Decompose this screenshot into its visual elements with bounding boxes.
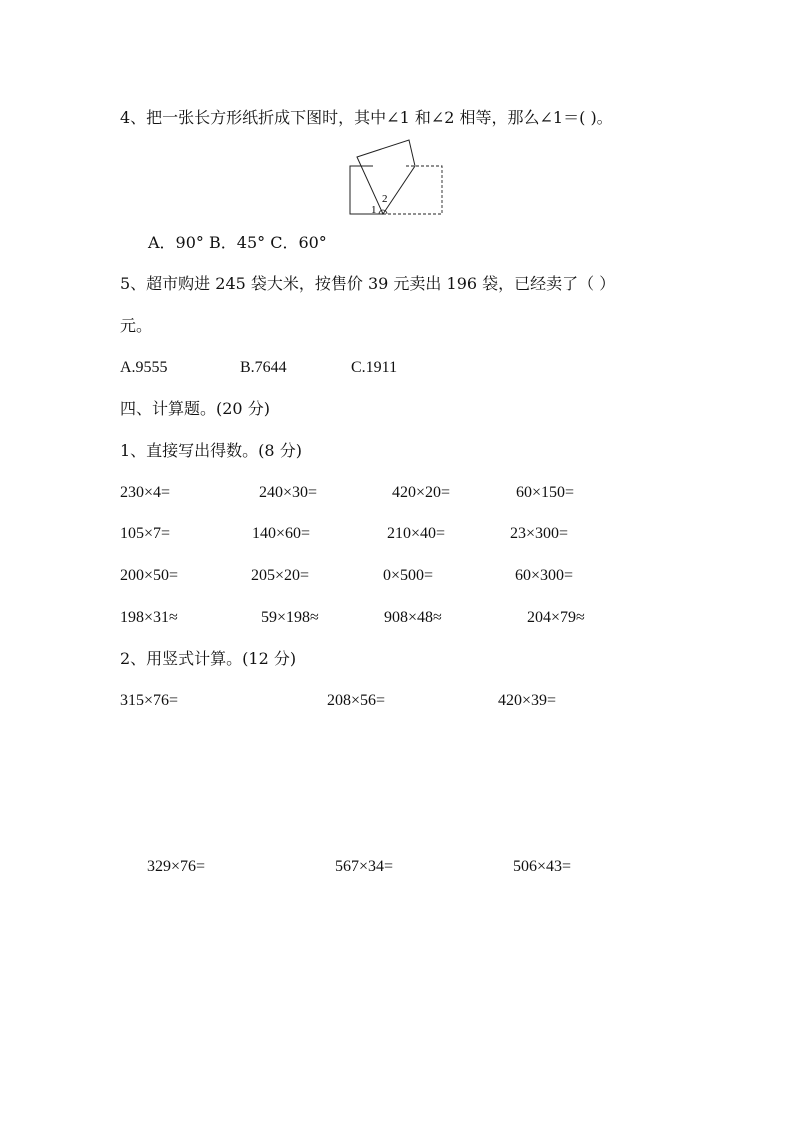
calc-item: 140×60= xyxy=(252,525,311,542)
calc-item: 210×40= xyxy=(387,525,446,542)
angle-1-label: 1 xyxy=(371,204,377,216)
vertical-calc-item: 567×34= xyxy=(335,858,394,875)
calc-item: 240×30= xyxy=(259,484,318,501)
calc-item: 0×500= xyxy=(383,567,434,584)
calc-item: 59×198≈ xyxy=(261,609,319,626)
calc-item: 60×150= xyxy=(516,484,575,501)
calc-item: 105×7= xyxy=(120,525,171,542)
q5-option-a: A.9555 xyxy=(120,359,168,376)
q5-text: 5、超市购进 245 袋大米，按售价 39 元卖出 196 袋，已经卖了（ ） xyxy=(120,274,616,293)
folded-paper-figure xyxy=(345,135,445,219)
vertical-calc-item: 506×43= xyxy=(513,858,572,875)
rectangle-dashed-edge xyxy=(383,166,442,214)
calc-item: 420×20= xyxy=(392,484,451,501)
calc-item: 23×300= xyxy=(510,525,569,542)
part2-title: 2、用竖式计算。(12 分) xyxy=(120,649,297,668)
part1-title: 1、直接写出得数。(8 分) xyxy=(120,441,302,460)
vertical-calc-item: 329×76= xyxy=(147,858,206,875)
vertical-calc-item: 315×76= xyxy=(120,692,179,709)
q4-options: A．90° B．45° C．60° xyxy=(148,233,327,252)
calc-item: 60×300= xyxy=(515,567,574,584)
calc-item: 230×4= xyxy=(120,484,171,501)
section4-title: 四、计算题。(20 分) xyxy=(120,399,270,418)
calc-item: 908×48≈ xyxy=(384,609,442,626)
calc-item: 205×20= xyxy=(251,567,310,584)
angle-2-label: 2 xyxy=(382,193,388,205)
q5-option-b: B.7644 xyxy=(240,359,287,376)
q4-text: 4、把一张长方形纸折成下图时，其中∠1 和∠2 相等，那么∠1＝( )。 xyxy=(120,108,613,127)
rectangle-solid-edge xyxy=(350,166,383,214)
calc-item: 204×79≈ xyxy=(527,609,585,626)
calc-item: 198×31≈ xyxy=(120,609,178,626)
vertical-calc-item: 208×56= xyxy=(327,692,386,709)
q5-option-c: C.1911 xyxy=(351,359,398,376)
calc-item: 200×50= xyxy=(120,567,179,584)
q5-text-cont: 元。 xyxy=(120,316,153,335)
vertical-calc-item: 420×39= xyxy=(498,692,557,709)
